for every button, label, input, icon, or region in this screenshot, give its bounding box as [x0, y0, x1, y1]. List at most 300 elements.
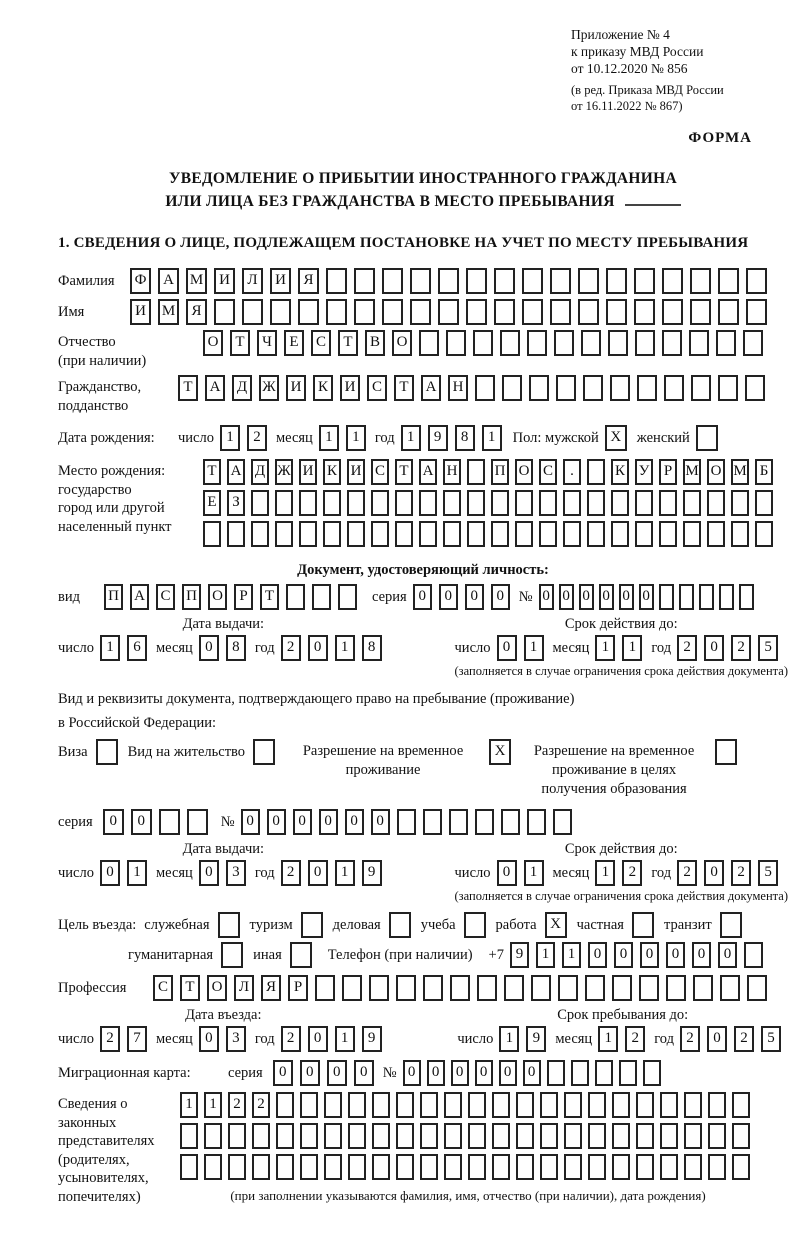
char-box[interactable]: 0: [640, 942, 659, 968]
char-box[interactable]: [531, 975, 551, 1001]
char-box[interactable]: И: [214, 268, 235, 294]
sex-male-checkbox[interactable]: X: [605, 425, 627, 451]
char-box[interactable]: [203, 521, 221, 547]
char-box[interactable]: [718, 375, 738, 401]
char-box[interactable]: [382, 299, 403, 325]
char-box[interactable]: Т: [338, 330, 358, 356]
char-box[interactable]: [300, 1123, 318, 1149]
char-box[interactable]: [636, 1092, 654, 1118]
char-box[interactable]: [708, 1123, 726, 1149]
char-box[interactable]: [371, 521, 389, 547]
char-box[interactable]: 0: [666, 942, 685, 968]
char-box[interactable]: [444, 1154, 462, 1180]
char-box[interactable]: [467, 490, 485, 516]
char-box[interactable]: Л: [242, 268, 263, 294]
char-box[interactable]: 0: [100, 860, 120, 886]
char-box[interactable]: [634, 268, 655, 294]
char-box[interactable]: О: [392, 330, 412, 356]
char-box[interactable]: 2: [731, 635, 751, 661]
char-box[interactable]: [338, 584, 357, 610]
char-box[interactable]: 0: [465, 584, 484, 610]
char-box[interactable]: [395, 490, 413, 516]
char-box[interactable]: 2: [281, 1026, 301, 1052]
char-box[interactable]: [612, 1154, 630, 1180]
option-work-checkbox[interactable]: X: [545, 912, 567, 938]
char-box[interactable]: 0: [327, 1060, 347, 1086]
char-box[interactable]: [747, 975, 767, 1001]
option-humanitarian-checkbox[interactable]: [221, 942, 243, 968]
char-box[interactable]: Н: [443, 459, 461, 485]
char-box[interactable]: Т: [203, 459, 221, 485]
char-box[interactable]: Т: [394, 375, 414, 401]
char-box[interactable]: [214, 299, 235, 325]
char-box[interactable]: [660, 1154, 678, 1180]
char-box[interactable]: [298, 299, 319, 325]
char-box[interactable]: [275, 521, 293, 547]
char-box[interactable]: 2: [622, 860, 642, 886]
char-box[interactable]: М: [683, 459, 701, 485]
char-box[interactable]: [423, 975, 443, 1001]
char-box[interactable]: [516, 1154, 534, 1180]
char-box[interactable]: 2: [625, 1026, 645, 1052]
char-box[interactable]: 1: [220, 425, 240, 451]
char-box[interactable]: [468, 1123, 486, 1149]
char-box[interactable]: 0: [619, 584, 634, 610]
sex-female-checkbox[interactable]: [696, 425, 718, 451]
char-box[interactable]: [491, 490, 509, 516]
char-box[interactable]: 1: [524, 635, 544, 661]
char-box[interactable]: [619, 1060, 637, 1086]
char-box[interactable]: [326, 299, 347, 325]
char-box[interactable]: Е: [203, 490, 221, 516]
char-box[interactable]: 9: [510, 942, 529, 968]
char-box[interactable]: О: [515, 459, 533, 485]
char-box[interactable]: 9: [526, 1026, 546, 1052]
option-business-checkbox[interactable]: [389, 912, 411, 938]
char-box[interactable]: [348, 1154, 366, 1180]
char-box[interactable]: 1: [499, 1026, 519, 1052]
char-box[interactable]: [693, 975, 713, 1001]
char-box[interactable]: [718, 268, 739, 294]
char-box[interactable]: [443, 490, 461, 516]
char-box[interactable]: [446, 330, 466, 356]
char-box[interactable]: [612, 1123, 630, 1149]
char-box[interactable]: [578, 268, 599, 294]
char-box[interactable]: [540, 1092, 558, 1118]
char-box[interactable]: Т: [180, 975, 200, 1001]
char-box[interactable]: [550, 299, 571, 325]
char-box[interactable]: [746, 299, 767, 325]
char-box[interactable]: Ф: [130, 268, 151, 294]
char-box[interactable]: [634, 299, 655, 325]
char-box[interactable]: [228, 1123, 246, 1149]
char-box[interactable]: [755, 521, 773, 547]
char-box[interactable]: 0: [308, 860, 328, 886]
char-box[interactable]: [571, 1060, 589, 1086]
char-box[interactable]: [662, 330, 682, 356]
char-box[interactable]: П: [104, 584, 123, 610]
char-box[interactable]: К: [323, 459, 341, 485]
char-box[interactable]: [420, 1154, 438, 1180]
char-box[interactable]: 1: [622, 635, 642, 661]
char-box[interactable]: [587, 521, 605, 547]
char-box[interactable]: [660, 1092, 678, 1118]
char-box[interactable]: [558, 975, 578, 1001]
char-box[interactable]: [467, 459, 485, 485]
char-box[interactable]: 1: [598, 1026, 618, 1052]
char-box[interactable]: [504, 975, 524, 1001]
char-box[interactable]: [419, 521, 437, 547]
char-box[interactable]: [227, 521, 245, 547]
char-box[interactable]: [420, 1123, 438, 1149]
char-box[interactable]: [581, 330, 601, 356]
char-box[interactable]: 0: [345, 809, 364, 835]
char-box[interactable]: [252, 1123, 270, 1149]
option-study-checkbox[interactable]: [464, 912, 486, 938]
char-box[interactable]: А: [205, 375, 225, 401]
char-box[interactable]: 1: [204, 1092, 222, 1118]
char-box[interactable]: 0: [439, 584, 458, 610]
char-box[interactable]: [611, 521, 629, 547]
char-box[interactable]: [522, 268, 543, 294]
char-box[interactable]: [746, 268, 767, 294]
char-box[interactable]: 0: [523, 1060, 541, 1086]
char-box[interactable]: С: [371, 459, 389, 485]
char-box[interactable]: С: [311, 330, 331, 356]
char-box[interactable]: 0: [579, 584, 594, 610]
char-box[interactable]: [382, 268, 403, 294]
char-box[interactable]: [679, 584, 694, 610]
char-box[interactable]: У: [635, 459, 653, 485]
char-box[interactable]: [501, 809, 520, 835]
char-box[interactable]: П: [491, 459, 509, 485]
char-box[interactable]: 3: [226, 1026, 246, 1052]
char-box[interactable]: [720, 975, 740, 1001]
char-box[interactable]: Б: [755, 459, 773, 485]
char-box[interactable]: [636, 1154, 654, 1180]
char-box[interactable]: [743, 330, 763, 356]
char-box[interactable]: [251, 490, 269, 516]
char-box[interactable]: [204, 1123, 222, 1149]
char-box[interactable]: [410, 299, 431, 325]
char-box[interactable]: [689, 330, 709, 356]
char-box[interactable]: 0: [427, 1060, 445, 1086]
char-box[interactable]: [588, 1092, 606, 1118]
char-box[interactable]: 9: [362, 860, 382, 886]
char-box[interactable]: [444, 1123, 462, 1149]
char-box[interactable]: 0: [131, 809, 152, 835]
char-box[interactable]: З: [227, 490, 245, 516]
char-box[interactable]: [372, 1154, 390, 1180]
char-box[interactable]: 0: [403, 1060, 421, 1086]
char-box[interactable]: Ж: [259, 375, 279, 401]
char-box[interactable]: 7: [127, 1026, 147, 1052]
char-box[interactable]: [578, 299, 599, 325]
char-box[interactable]: [475, 809, 494, 835]
char-box[interactable]: 0: [267, 809, 286, 835]
char-box[interactable]: [612, 1092, 630, 1118]
char-box[interactable]: 2: [677, 635, 697, 661]
option-tourism-checkbox[interactable]: [301, 912, 323, 938]
char-box[interactable]: 8: [226, 635, 246, 661]
char-box[interactable]: [684, 1154, 702, 1180]
char-box[interactable]: [492, 1154, 510, 1180]
char-box[interactable]: [540, 1154, 558, 1180]
char-box[interactable]: [564, 1092, 582, 1118]
char-box[interactable]: [745, 375, 765, 401]
char-box[interactable]: [395, 521, 413, 547]
char-box[interactable]: [494, 268, 515, 294]
char-box[interactable]: Т: [395, 459, 413, 485]
char-box[interactable]: [228, 1154, 246, 1180]
char-box[interactable]: [660, 1123, 678, 1149]
char-box[interactable]: [372, 1092, 390, 1118]
char-box[interactable]: 2: [731, 860, 751, 886]
char-box[interactable]: [556, 375, 576, 401]
char-box[interactable]: [659, 584, 674, 610]
char-box[interactable]: [180, 1154, 198, 1180]
char-box[interactable]: [691, 375, 711, 401]
char-box[interactable]: [477, 975, 497, 1001]
char-box[interactable]: [719, 584, 734, 610]
char-box[interactable]: [502, 375, 522, 401]
char-box[interactable]: 0: [707, 1026, 727, 1052]
char-box[interactable]: [708, 1154, 726, 1180]
char-box[interactable]: [468, 1154, 486, 1180]
char-box[interactable]: [372, 1123, 390, 1149]
char-box[interactable]: [347, 490, 365, 516]
char-box[interactable]: Р: [234, 584, 253, 610]
char-box[interactable]: 2: [281, 860, 301, 886]
char-box[interactable]: [587, 459, 605, 485]
char-box[interactable]: [423, 809, 442, 835]
char-box[interactable]: [731, 521, 749, 547]
char-box[interactable]: 0: [308, 1026, 328, 1052]
option-temp-residence-checkbox[interactable]: X: [489, 739, 511, 765]
char-box[interactable]: М: [158, 299, 179, 325]
char-box[interactable]: 1: [335, 1026, 355, 1052]
char-box[interactable]: [315, 975, 335, 1001]
char-box[interactable]: 1: [536, 942, 555, 968]
char-box[interactable]: [473, 330, 493, 356]
char-box[interactable]: [492, 1123, 510, 1149]
char-box[interactable]: 8: [455, 425, 475, 451]
char-box[interactable]: [699, 584, 714, 610]
char-box[interactable]: Л: [234, 975, 254, 1001]
char-box[interactable]: [516, 1092, 534, 1118]
char-box[interactable]: [659, 521, 677, 547]
char-box[interactable]: 2: [734, 1026, 754, 1052]
char-box[interactable]: [522, 299, 543, 325]
char-box[interactable]: [708, 1092, 726, 1118]
char-box[interactable]: [585, 975, 605, 1001]
char-box[interactable]: 3: [226, 860, 246, 886]
char-box[interactable]: А: [421, 375, 441, 401]
char-box[interactable]: [527, 809, 546, 835]
char-box[interactable]: [612, 975, 632, 1001]
char-box[interactable]: 0: [371, 809, 390, 835]
char-box[interactable]: 0: [273, 1060, 293, 1086]
char-box[interactable]: [516, 1123, 534, 1149]
char-box[interactable]: 0: [497, 635, 517, 661]
char-box[interactable]: 1: [180, 1092, 198, 1118]
char-box[interactable]: [683, 490, 701, 516]
char-box[interactable]: [438, 299, 459, 325]
option-visa-checkbox[interactable]: [96, 739, 118, 765]
char-box[interactable]: 0: [354, 1060, 374, 1086]
char-box[interactable]: [563, 521, 581, 547]
char-box[interactable]: 1: [319, 425, 339, 451]
char-box[interactable]: [540, 1123, 558, 1149]
option-temp-residence-education-checkbox[interactable]: [715, 739, 737, 765]
char-box[interactable]: [539, 490, 557, 516]
char-box[interactable]: Т: [230, 330, 250, 356]
char-box[interactable]: [716, 330, 736, 356]
char-box[interactable]: О: [207, 975, 227, 1001]
char-box[interactable]: [684, 1092, 702, 1118]
char-box[interactable]: С: [153, 975, 173, 1001]
char-box[interactable]: 0: [199, 1026, 219, 1052]
char-box[interactable]: [690, 268, 711, 294]
char-box[interactable]: [547, 1060, 565, 1086]
char-box[interactable]: [354, 268, 375, 294]
char-box[interactable]: 0: [588, 942, 607, 968]
char-box[interactable]: [324, 1154, 342, 1180]
char-box[interactable]: 8: [362, 635, 382, 661]
char-box[interactable]: [354, 299, 375, 325]
char-box[interactable]: [731, 490, 749, 516]
char-box[interactable]: 1: [595, 635, 615, 661]
char-box[interactable]: О: [203, 330, 223, 356]
char-box[interactable]: И: [286, 375, 306, 401]
char-box[interactable]: [276, 1092, 294, 1118]
char-box[interactable]: 2: [100, 1026, 120, 1052]
char-box[interactable]: [527, 330, 547, 356]
char-box[interactable]: 0: [539, 584, 554, 610]
char-box[interactable]: [323, 490, 341, 516]
char-box[interactable]: 1: [595, 860, 615, 886]
char-box[interactable]: .: [563, 459, 581, 485]
char-box[interactable]: А: [227, 459, 245, 485]
char-box[interactable]: А: [158, 268, 179, 294]
char-box[interactable]: 0: [308, 635, 328, 661]
char-box[interactable]: [252, 1154, 270, 1180]
char-box[interactable]: [468, 1092, 486, 1118]
char-box[interactable]: [204, 1154, 222, 1180]
char-box[interactable]: [396, 1092, 414, 1118]
char-box[interactable]: В: [365, 330, 385, 356]
char-box[interactable]: [744, 942, 763, 968]
char-box[interactable]: [690, 299, 711, 325]
char-box[interactable]: 2: [252, 1092, 270, 1118]
char-box[interactable]: 0: [692, 942, 711, 968]
char-box[interactable]: [718, 299, 739, 325]
char-box[interactable]: [553, 809, 572, 835]
char-box[interactable]: Н: [448, 375, 468, 401]
char-box[interactable]: 0: [559, 584, 574, 610]
char-box[interactable]: [466, 299, 487, 325]
char-box[interactable]: [276, 1154, 294, 1180]
char-box[interactable]: [450, 975, 470, 1001]
char-box[interactable]: [732, 1092, 750, 1118]
char-box[interactable]: [323, 521, 341, 547]
char-box[interactable]: 9: [428, 425, 448, 451]
char-box[interactable]: [159, 809, 180, 835]
char-box[interactable]: [410, 268, 431, 294]
char-box[interactable]: [312, 584, 331, 610]
char-box[interactable]: 0: [199, 635, 219, 661]
char-box[interactable]: [539, 521, 557, 547]
char-box[interactable]: [515, 490, 533, 516]
char-box[interactable]: 0: [491, 584, 510, 610]
char-box[interactable]: [707, 521, 725, 547]
char-box[interactable]: М: [731, 459, 749, 485]
char-box[interactable]: Я: [186, 299, 207, 325]
char-box[interactable]: [299, 490, 317, 516]
char-box[interactable]: О: [707, 459, 725, 485]
char-box[interactable]: И: [347, 459, 365, 485]
char-box[interactable]: 1: [335, 635, 355, 661]
char-box[interactable]: 0: [413, 584, 432, 610]
char-box[interactable]: [587, 490, 605, 516]
char-box[interactable]: И: [270, 268, 291, 294]
char-box[interactable]: [348, 1123, 366, 1149]
char-box[interactable]: 5: [758, 860, 778, 886]
char-box[interactable]: [251, 521, 269, 547]
char-box[interactable]: [444, 1092, 462, 1118]
char-box[interactable]: [515, 521, 533, 547]
char-box[interactable]: С: [367, 375, 387, 401]
char-box[interactable]: [342, 975, 362, 1001]
char-box[interactable]: И: [130, 299, 151, 325]
char-box[interactable]: [467, 521, 485, 547]
char-box[interactable]: М: [186, 268, 207, 294]
char-box[interactable]: [419, 330, 439, 356]
char-box[interactable]: [494, 299, 515, 325]
char-box[interactable]: [684, 1123, 702, 1149]
char-box[interactable]: 0: [614, 942, 633, 968]
char-box[interactable]: [420, 1092, 438, 1118]
char-box[interactable]: [659, 490, 677, 516]
char-box[interactable]: 1: [335, 860, 355, 886]
char-box[interactable]: 2: [247, 425, 267, 451]
char-box[interactable]: [564, 1154, 582, 1180]
char-box[interactable]: Я: [261, 975, 281, 1001]
char-box[interactable]: 0: [639, 584, 654, 610]
char-box[interactable]: 1: [346, 425, 366, 451]
char-box[interactable]: 1: [401, 425, 421, 451]
char-box[interactable]: 0: [499, 1060, 517, 1086]
char-box[interactable]: И: [299, 459, 317, 485]
char-box[interactable]: 6: [127, 635, 147, 661]
char-box[interactable]: [637, 375, 657, 401]
char-box[interactable]: 0: [103, 809, 124, 835]
char-box[interactable]: 1: [127, 860, 147, 886]
char-box[interactable]: Р: [659, 459, 677, 485]
char-box[interactable]: [608, 330, 628, 356]
char-box[interactable]: 0: [704, 635, 724, 661]
char-box[interactable]: [563, 490, 581, 516]
char-box[interactable]: [286, 584, 305, 610]
char-box[interactable]: [739, 584, 754, 610]
char-box[interactable]: [595, 1060, 613, 1086]
char-box[interactable]: Я: [298, 268, 319, 294]
char-box[interactable]: [732, 1154, 750, 1180]
char-box[interactable]: 0: [300, 1060, 320, 1086]
char-box[interactable]: Д: [251, 459, 269, 485]
char-box[interactable]: Т: [178, 375, 198, 401]
char-box[interactable]: 1: [100, 635, 120, 661]
